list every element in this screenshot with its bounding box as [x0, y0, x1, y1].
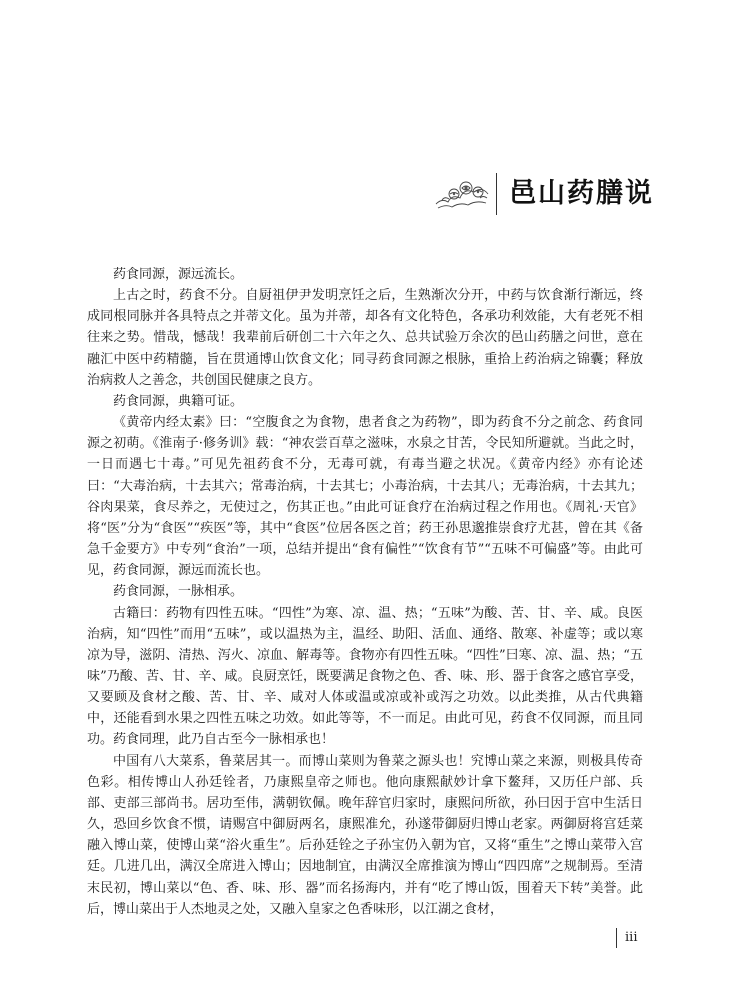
- auspicious-cloud-icon: [432, 174, 492, 214]
- paragraph: 药食同源，一脉相承。: [113, 584, 244, 600]
- chapter-title: 邑山药膳说: [509, 178, 654, 209]
- footer-divider: [616, 928, 617, 948]
- page-number: iii: [625, 930, 638, 945]
- chapter-header: [0, 170, 729, 220]
- paragraph: 药食同源，典籍可证。: [113, 393, 244, 409]
- header-divider: [496, 173, 497, 215]
- paragraph: 中国有八大菜系，鲁菜居其一。而博山菜则为鲁菜之源头也！究博山菜之来源，则极具传奇色彩。相传博山人孙廷铨者，乃康熙皇帝之师也。他向康熙献妙计拿下鳌拜，又历任户部、兵部、吏部三部尚书。居功至伟，满朝钦佩。晚年辞官归家时，康熙问所欲，孙曰因于宫中生活日久，恐回乡饮食不惯，请赐宫中御厨两名，康熙准允，孙遂带御厨归博山老家。两御厨将宫廷菜融入博山菜，使博山菜“浴火重生”。后孙廷铨之子孙宝仍入朝为官，又将“重生”之博山菜带入宫廷。几进几出，满汉全席进入博山；因地制宜，由满汉全席推演为博山“四四席”之规制焉。至清末民初，博山菜以“色、香、味、形、器”而名扬海内，并有“吃了博山饭，围着天下转”美誉。此后，博山菜出于人杰地灵之处，又融入皇家之色香味形，以江湖之食材，: [87, 753, 643, 917]
- body-text: [87, 264, 643, 920]
- paragraph: 古籍曰：药物有四性五味。“四性”为寒、凉、温、热；“五味”为酸、苦、甘、辛、咸。良医治病，知“四性”而用“五味”，或以温热为主，温经、助阳、活血、通络、散寒、补虚等；或以寒凉为导，滋阴、清热、泻火、凉血、解毒等。食物亦有四性五味。“四性”曰寒、凉、温、热；“五味”乃酸、苦、甘、辛、咸。良厨烹饪，既要满足食物之色、香、味、形、器于食客之感官享受，又要顾及食材之酸、苦、甘、辛、咸对人体或温或凉或补或泻之功效。以此类推，从古代典籍中，还能看到水果之四性五味之功效。如此等等，不一而足。由此可见，药食不仅同源，而且同功。药食同理，此乃自古至今一脉相承也！: [87, 605, 643, 748]
- paragraph: 《黄帝内经太素》曰：“空腹食之为食物，患者食之为药物”，即为药食不分之前念、药食同源之初萌。《淮南子·修务训》载：“神农尝百草之滋味，水泉之甘苦，令民知所避就。当此之时，一日而遇七十毒。”可见先祖药食不分，无毒可就，有毒当避之状况。《黄帝内经》亦有论述曰：“大毒治病，十去其六；常毒治病，十去其七；小毒治病，十去其八；无毒治病，十去其九；谷肉果菜，食尽养之，无使过之，伤其正也。”由此可证食疗在治病过程之作用也。《周礼·天官》将“医”分为“食医”“疾医”等，其中“食医”位居各医之首；药王孙思邈推崇食疗尤甚，曾在其《备急千金要方》中专列“食治”一项，总结并提出“食有偏性”“饮食有节”“五味不可偏盛”等。由此可见，药食同源，源远而流长也。: [87, 415, 643, 579]
- paragraph: 药食同源，源远流长。: [113, 267, 244, 282]
- paragraph: 上古之时，药食不分。自厨祖伊尹发明烹饪之后，生熟渐次分开，中药与饮食渐行渐远，终成同根同脉并各具特点之并蒂文化。虽为并蒂，却各有文化特色，各承功利效能，大有老死不相往来之势。惜哉，憾哉！我辈前后研创二十六年之久、总共试验万余次的邑山药膳之问世，意在融汇中医中药精髓，旨在贯通博山饮食文化；同寻药食同源之根脉，重拾上药治病之锦囊；释放治病救人之善念，共创国民健康之良方。: [87, 288, 643, 388]
